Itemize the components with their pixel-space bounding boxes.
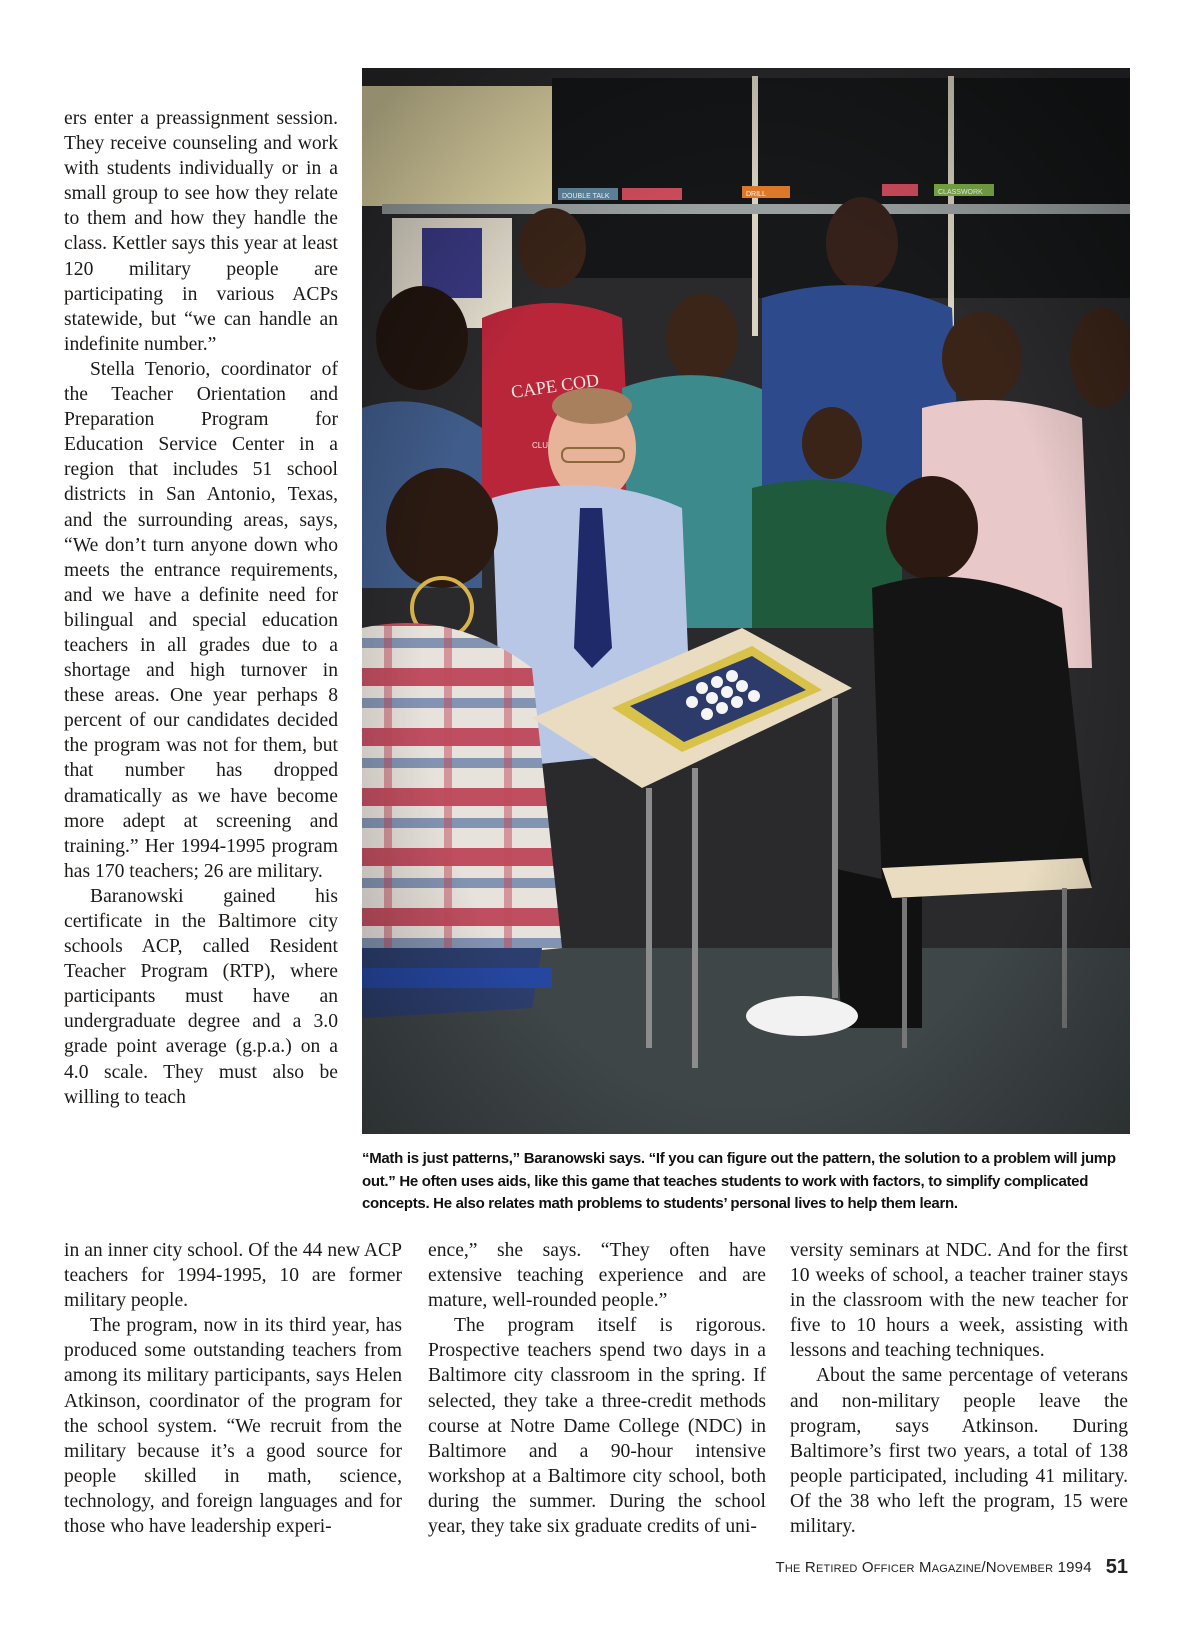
paragraph: Baranowski gained his certificate in the Baltimore city schools ACP, called Resident Teacher Program (RTP), where participants must have an undergraduate degree and a 3.0 grade point average (g.p.a.) on a 4.0 scale. They must also be willing to teach [64, 885, 338, 1108]
page-number: 51 [1105, 1556, 1128, 1578]
paragraph: The program itself is rigorous. Prospective teachers spend two days in a Baltimore city classroom in the spring. If selected, they take a three-credit methods course at Notre Dame College (NDC) in Baltimore and a 90-hour intensive workshop at a Baltimore city school, both during the summer. During the school year, they take six graduate credits of uni- [428, 1315, 766, 1538]
publication-line: The Retired Officer Magazine/November 1994 [775, 1559, 1092, 1576]
paragraph: in an inner city school. Of the 44 new ACP teachers for 1994-1995, 10 are former military people. [64, 1240, 402, 1312]
paragraph: About the same percentage of veterans and non-military people leave the program, says Atkinson. During Baltimore’s first two years, a total of 138 people participated, including 41 military. Of the 38 who left the program, 15 were military. [790, 1365, 1128, 1538]
paragraph: versity seminars at NDC. And for the first 10 weeks of school, a teacher trainer stays in the classroom with the new teacher for five to 10 hours a week, assisting with lessons and teaching techniques. [790, 1240, 1128, 1362]
paragraph: ence,” she says. “They often have extensive teaching experience and are mature, well-rounded people.” [428, 1240, 766, 1312]
classroom-photo-illustration [362, 68, 1130, 1134]
paragraph: Stella Tenorio, coordinator of the Teacher Orientation and Preparation Program for Education Service Center in a region that includes 51 school districts in San Antonio, Texas, and the surrounding areas, says, “We don’t turn anyone down who meets the entrance requirements, and we have a definite need for bilingual and special education teachers in all grades due to a shortage and high turnover in these areas. One year perhaps 8 percent of our candidates decided the program was not for them, but that number has dropped dramatically as we have become more adept at screening and training.” Her 1994-1995 program has 170 teachers; 26 are military. [64, 358, 338, 882]
paragraph: The program, now in its third year, has produced some outstanding teachers from among its military participants, says Helen Atkinson, coordinator of the program for the school system. “We recruit from the military because it’s a good source for people skilled in math, science, technology, and foreign languages and for those who have leadership experi- [64, 1315, 402, 1538]
photo-vignette [362, 68, 1130, 1134]
article-column-right [790, 1238, 1128, 1539]
article-column-middle [428, 1238, 766, 1539]
photo-caption: “Math is just patterns,” Baranowski says. “If you can figure out the pattern, the solution to a problem will jump out.” He often uses aids, like this game that teaches students to work with factors, to simplify complicated concepts. He also relates math problems to students’ personal lives to help them learn. [362, 1150, 1116, 1212]
article-column-left-top [64, 106, 338, 1110]
page-footer [776, 1556, 1128, 1579]
paragraph: ers enter a preassignment session. They receive counseling and work with students individually or in a small group to see how they relate to them and how they handle the class. Kettler says this year at least 120 military people are participating in various ACPs statewide, but “we can handle an indefinite number.” [64, 108, 338, 355]
classroom-photo [362, 68, 1130, 1134]
article-column-left-bottom [64, 1238, 402, 1539]
